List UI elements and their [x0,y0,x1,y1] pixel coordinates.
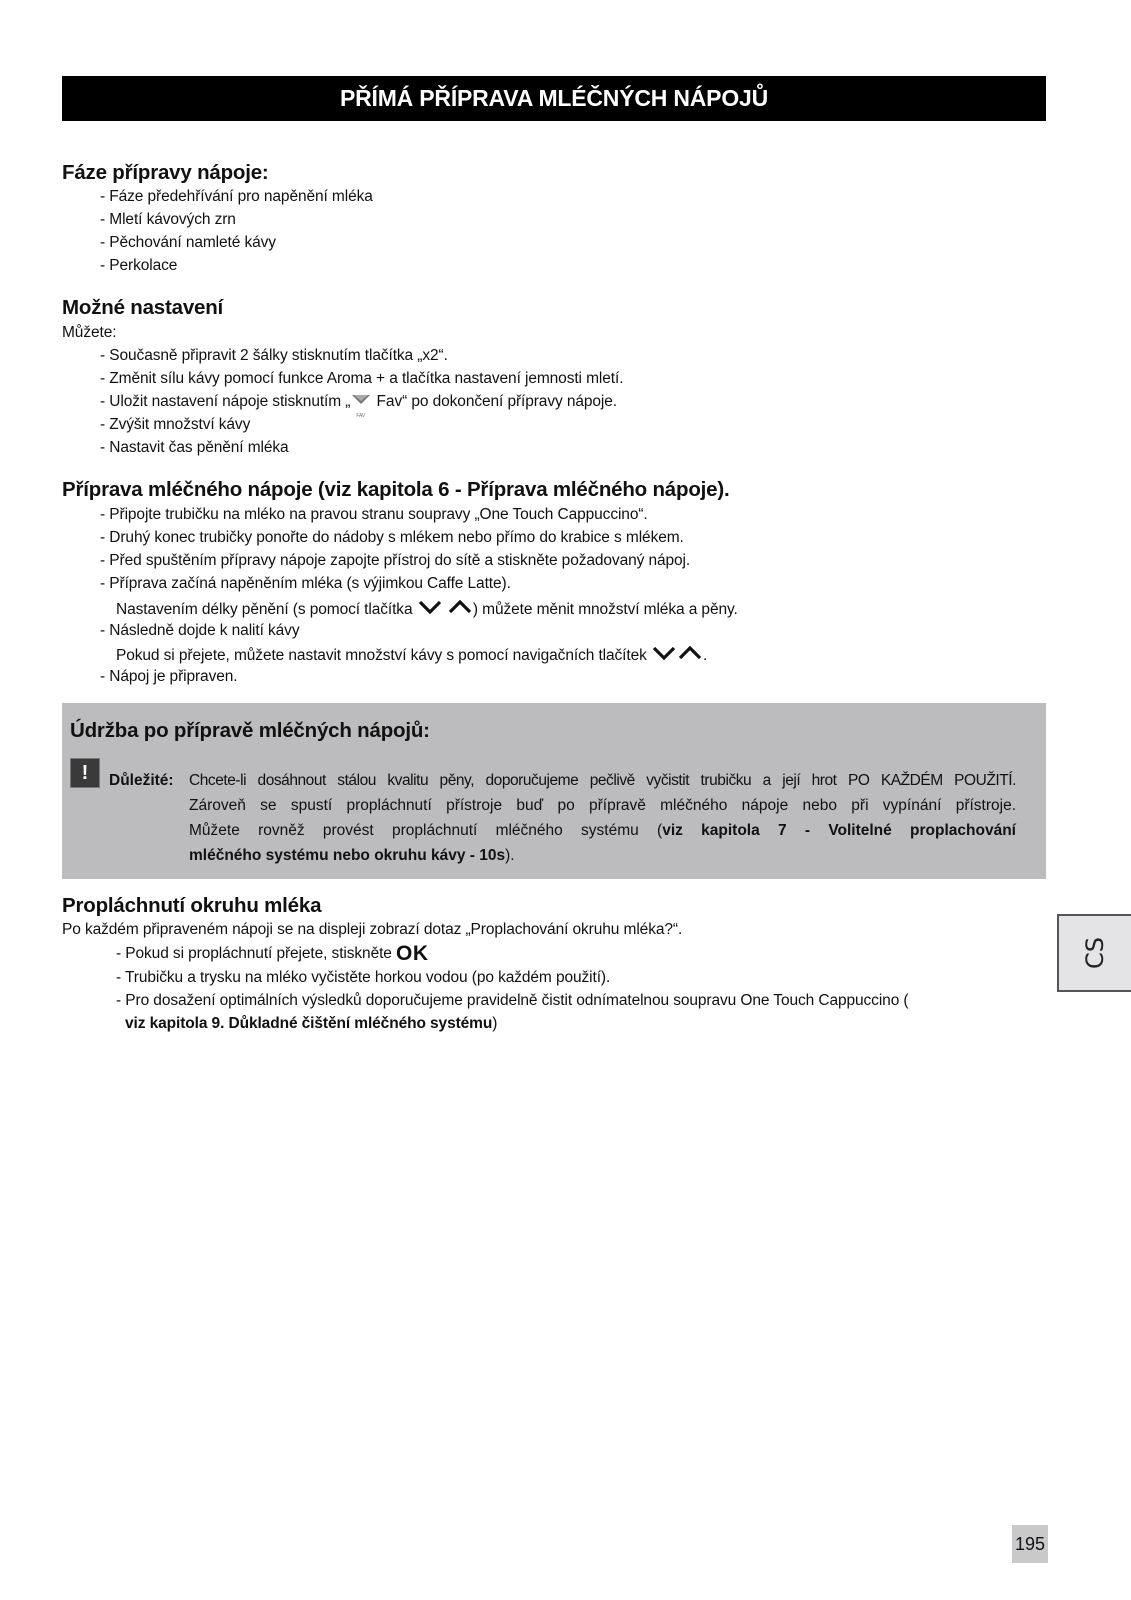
list-item: - Mletí kávových zrn [100,211,236,228]
list-item: - Pěchování namleté kávy [100,234,276,251]
coffee-amount-line: Pokud si přejete, můžete nastavit množství kávy s pomocí navigačních tlačítek . [116,644,707,668]
prep-heading: Příprava mléčného nápoje (viz kapitola 6 - Příprava mléčného nápoje). [62,478,730,501]
rinse-heading: Propláchnutí okruhu mléka [62,894,322,917]
list-item: - Fáze předehřívání pro napěnění mléka [100,188,373,205]
important-text-line: Chcete-li dosáhnout stálou kvalitu pěny, doporučujeme pečlivě vyčistit trubičku a její hrot PO KAŽDÉM POUŽITÍ. [189,772,1016,789]
list-item: - Nápoj je připraven. [100,668,238,685]
list-item: - Příprava začíná napěněním mléka (s výjimkou Caffe Latte). [100,575,511,592]
fav-icon [350,392,372,419]
list-item: - Trubičku a trysku na mléko vyčistěte horkou vodou (po každém použití). [116,969,611,986]
important-text-line: mléčného systému nebo okruhu kávy - 10s). [189,847,515,864]
settings-heading: Možné nastavení [62,296,224,319]
list-item: - Připojte trubičku na mléko na pravou stranu soupravy „One Touch Cappuccino“. [100,506,648,523]
important-text-line: Zároveň se spustí propláchnutí přístroje buď po přípravě mléčného nápoje nebo při vypínání přístroje. [189,797,1016,814]
page-title-banner [62,76,1046,121]
chevron-down-icon [417,598,443,622]
language-tab [1057,914,1131,992]
fav-icon-label: FAV [356,413,366,419]
list-item: - Perkolace [100,257,178,274]
language-tab-label: CS [1081,937,1109,969]
list-item: - Následně dojde k nalití kávy [100,622,300,639]
ok-button-icon: OK [396,942,429,965]
warning-icon: ! [70,758,100,788]
page-number: 195 [1012,1525,1048,1563]
important-text-line: Můžete rovněž provést propláchnutí mléčného systému (viz kapitola 7 - Volitelné proplachování [189,822,1016,839]
list-item: - Druhý konec trubičky ponořte do nádoby s mlékem nebo přímo do krabice s mlékem. [100,529,684,546]
list-item-continuation: viz kapitola 9. Důkladné čištění mléčného systému) [125,1015,498,1032]
list-item: - Změnit sílu kávy pomocí funkce Aroma + a tlačítka nastavení jemnosti mletí. [100,370,624,387]
list-item: - Před spuštěním přípravy nápoje zapojte přístroj do sítě a stiskněte požadovaný nápoj. [100,552,691,569]
list-item: - Současně připravit 2 šálky stisknutím tlačítka „x2“. [100,347,448,364]
chevron-up-icon [447,598,473,622]
foam-length-line: Nastavením délky pěnění (s pomocí tlačítka ) můžete měnit množství mléka a pěny. [116,598,738,622]
list-item-fav: - Uložit nastavení nápoje stisknutím „ FAV Fav“ po dokončení přípravy nápoje. [100,392,617,412]
list-item: - Zvýšit množství kávy [100,416,251,433]
maintenance-heading: Údržba po přípravě mléčných nápojů: [70,719,430,742]
list-item: - Pro dosažení optimálních výsledků doporučujeme pravidelně čistit odnímatelnou soupravu One Touch Cappuccino ( [116,992,909,1009]
settings-intro: Můžete: [62,324,117,341]
chevron-up-icon [677,644,703,668]
page-title: PŘÍMÁ PŘÍPRAVA MLÉČNÝCH NÁPOJŮ [339,85,769,111]
list-item: - Pokud si propláchnutí přejete, stiskněte OK [116,942,429,965]
rinse-intro: Po každém připraveném nápoji se na displeji zobrazí dotaz „Proplachování okruhu mléka?“. [62,921,683,938]
phases-heading: Fáze přípravy nápoje: [62,161,269,184]
chevron-down-icon [651,644,677,668]
important-label: Důležité: [109,772,174,789]
list-item: - Nastavit čas pěnění mléka [100,439,289,456]
